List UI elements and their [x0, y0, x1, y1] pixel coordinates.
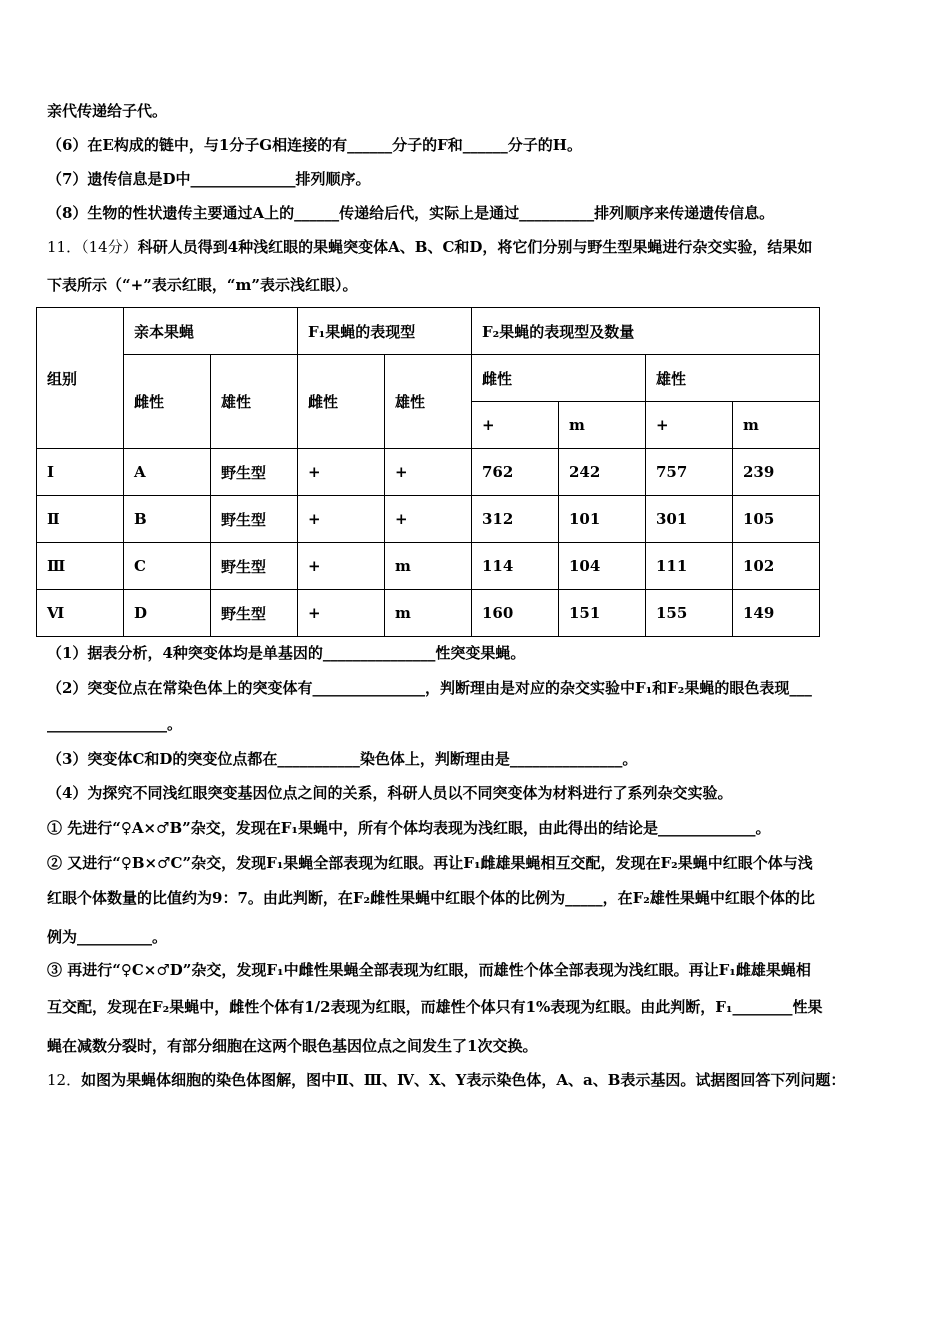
sub-question-4-3: ③ 再进行“♀C×♂D”杂交，发现F₁中雌性果蝇全部表现为红眼，而雄性个体全部表现为浅红眼。再让F₁雌雄果蝇相 [47, 961, 811, 979]
cell: 114 [472, 543, 559, 590]
cell: 242 [559, 449, 646, 496]
sub-question-4-1: ① 先进行“♀A×♂B”杂交，发现在F₁果蝇中，所有个体均表现为浅红眼，由此得出的结论是_____________。 [47, 819, 771, 837]
header-group: 组别 [37, 308, 124, 449]
question-12 [47, 1070, 845, 1090]
cell: 野生型 [211, 449, 298, 496]
cell: 762 [472, 449, 559, 496]
sub-question-2-cont: ________________。 [47, 715, 183, 733]
sub-question-4-3-cont: 蝇在减数分裂时，有部分细胞在这两个眼色基因位点之间发生了1次交换。 [47, 1037, 538, 1055]
sub-question-4-2-cont: 红眼个体数量的比值约为9：7。由此判断，在F₂雌性果蝇中红眼个体的比例为_____，在F₂雄性果蝇中红眼个体的比 [47, 889, 815, 907]
table-row [37, 449, 820, 496]
header-plus: + [472, 402, 559, 449]
cell: 野生型 [211, 543, 298, 590]
cell: 111 [646, 543, 733, 590]
sub-question-4-3-cont: 互交配，发现在F₂果蝇中，雌性个体有1/2表现为红眼，而雄性个体只有1%表现为红眼。由此判断，F₁________性果 [47, 998, 823, 1016]
question-6: （6）在E构成的链中，与1分子G相连接的有______分子的F和______分子的H。 [47, 136, 582, 154]
question-7: （7）遗传信息是D中______________排列顺序。 [47, 170, 371, 188]
sub-question-4-2-cont: 例为__________。 [47, 928, 168, 946]
cell: Ⅰ [37, 449, 124, 496]
cell: 239 [733, 449, 820, 496]
cell: 151 [559, 590, 646, 637]
question-8: （8）生物的性状遗传主要通过A上的______传递给后代，实际上是通过__________排列顺序来传递遗传信息。 [47, 204, 775, 222]
cell: 101 [559, 496, 646, 543]
cell: D [124, 590, 211, 637]
header-f2: F₂果蝇的表现型及数量 [472, 308, 820, 355]
header-plus: + [646, 402, 733, 449]
header-f2-female: 雌性 [472, 355, 646, 402]
header-f1-male: 雄性 [385, 355, 472, 449]
results-table [36, 307, 820, 637]
header-f2-male: 雄性 [646, 355, 820, 402]
cell: 野生型 [211, 590, 298, 637]
sub-question-4-2: ② 又进行“♀B×♂C”杂交，发现F₁果蝇全部表现为红眼。再让F₁雌雄果蝇相互交配，发现在F₂果蝇中红眼个体与浅 [47, 854, 813, 872]
cell: 301 [646, 496, 733, 543]
cell: 104 [559, 543, 646, 590]
cell: Ⅵ [37, 590, 124, 637]
question-number: 11．（14分） [47, 238, 138, 256]
cell: + [298, 590, 385, 637]
header-f1-female: 雌性 [298, 355, 385, 449]
header-m: m [733, 402, 820, 449]
question-text: 如图为果蝇体细胞的染色体图解，图中Ⅱ、Ⅲ、Ⅳ、X、Y表示染色体，A、a、B表示基因。试据图回答下列问题： [81, 1071, 846, 1089]
cell: 102 [733, 543, 820, 590]
sub-question-4: （4）为探究不同浅红眼突变基因位点之间的关系，科研人员以不同突变体为材料进行了系列杂交实验。 [47, 784, 733, 802]
table-row [37, 543, 820, 590]
sub-question-3: （3）突变体C和D的突变位点都在___________染色体上，判断理由是_______________。 [47, 750, 638, 768]
cell: B [124, 496, 211, 543]
cell: 160 [472, 590, 559, 637]
cell: m [385, 590, 472, 637]
question-text: 科研人员得到4种浅红眼的果蝇突变体A、B、C和D，将它们分别与野生型果蝇进行杂交实验，结果如 [137, 238, 813, 256]
cell: 155 [646, 590, 733, 637]
cell: + [298, 543, 385, 590]
sub-question-1: （1）据表分析，4种突变体均是单基因的_______________性突变果蝇。 [47, 644, 526, 662]
header-parent-female: 雌性 [124, 355, 211, 449]
cell: 312 [472, 496, 559, 543]
question-11-intro-cont: 下表所示（“+”表示红眼，“m”表示浅红眼）。 [47, 276, 358, 294]
cell: + [385, 449, 472, 496]
cell: A [124, 449, 211, 496]
cell: + [385, 496, 472, 543]
cell: + [298, 449, 385, 496]
text-line: 亲代传递给子代。 [47, 102, 168, 120]
sub-question-2: （2）突变位点在常染色体上的突变体有_______________，判断理由是对应的杂交实验中F₁和F₂果蝇的眼色表现___ [47, 679, 812, 697]
table-row [37, 590, 820, 637]
header-m: m [559, 402, 646, 449]
cell: 105 [733, 496, 820, 543]
cell: C [124, 543, 211, 590]
cell: 野生型 [211, 496, 298, 543]
header-parent-male: 雄性 [211, 355, 298, 449]
header-parent: 亲本果蝇 [124, 308, 298, 355]
question-number: 12． [47, 1071, 82, 1089]
cell: Ⅱ [37, 496, 124, 543]
cell: 149 [733, 590, 820, 637]
cell: Ⅲ [37, 543, 124, 590]
header-f1: F₁果蝇的表现型 [298, 308, 472, 355]
table-row [37, 496, 820, 543]
question-11-intro [47, 237, 812, 257]
cell: m [385, 543, 472, 590]
cell: 757 [646, 449, 733, 496]
cell: + [298, 496, 385, 543]
